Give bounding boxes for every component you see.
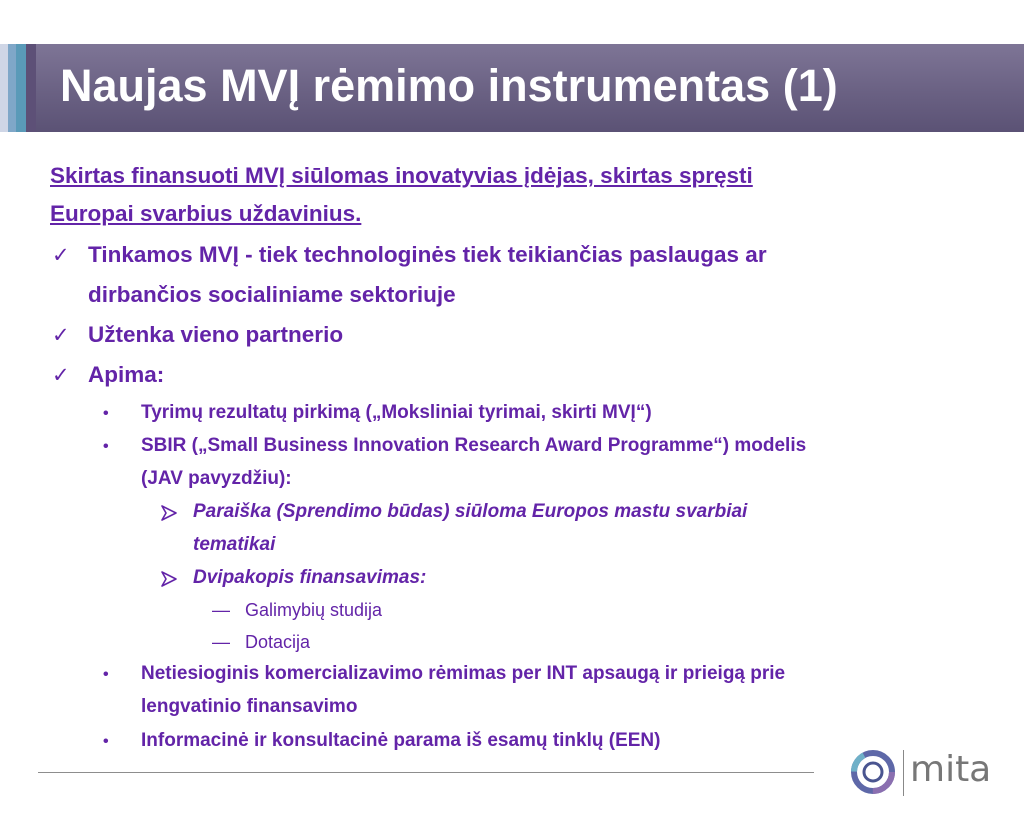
intro-line: Skirtas finansuoti MVĮ siūlomas inovatyvias įdėjas, skirtas spręsti [50,163,753,188]
sub-list-item: SBIR („Small Business Innovation Research Award Programme“) modelis [141,435,807,456]
sub-list-item: (JAV pavyzdžiu): [141,468,292,489]
bullet-icon: • [103,733,109,750]
arrow-bullet-icon [160,570,178,588]
sub-list-item: Netiesioginis komercializavimo rėmimas per INT apsaugą ir prieigą prie [141,663,786,684]
dash-icon: — [212,600,230,620]
intro-line: Europai svarbius uždavinius. [50,201,362,226]
dash-icon: — [212,632,230,652]
logo-mark-icon [848,747,898,797]
list-item: Tinkamos MVĮ - tiek technologinės tiek teikiančias paslaugas ar [88,242,767,267]
bullet-icon: • [103,666,109,683]
sub-sub-list-item: tematikai [193,534,276,555]
bullet-icon: • [103,405,109,422]
sub-sub-list-item: Dvipakopis finansavimas: [193,567,427,588]
sub-sub-list-item: Paraiška (Sprendimo būdas) siūloma Europos mastu svarbiai [193,501,748,522]
dash-list-item: Dotacija [245,632,311,652]
footer-divider [38,772,814,773]
list-item: Užtenka vieno partnerio [88,322,344,347]
check-icon: ✓ [52,244,70,267]
list-item: dirbančios socialiniame sektoriuje [88,282,456,307]
mita-logo [848,746,992,798]
sub-list-item: lengvatinio finansavimo [141,696,358,717]
logo-divider [903,750,904,796]
bullet-icon: • [103,438,109,455]
list-item: Apima: [88,362,165,387]
check-icon: ✓ [52,364,70,387]
slide-title: Naujas MVĮ rėmimo instrumentas (1) [60,60,838,111]
arrow-bullet-icon [160,504,178,522]
sub-list-item: Informacinė ir konsultacinė parama iš esamų tinklų (EEN) [141,730,661,751]
logo-text: mita [910,749,992,790]
dash-list-item: Galimybių studija [245,600,383,620]
sub-list-item: Tyrimų rezultatų pirkimą („Moksliniai tyrimai, skirti MVĮ“) [141,402,652,423]
check-icon: ✓ [52,324,70,347]
